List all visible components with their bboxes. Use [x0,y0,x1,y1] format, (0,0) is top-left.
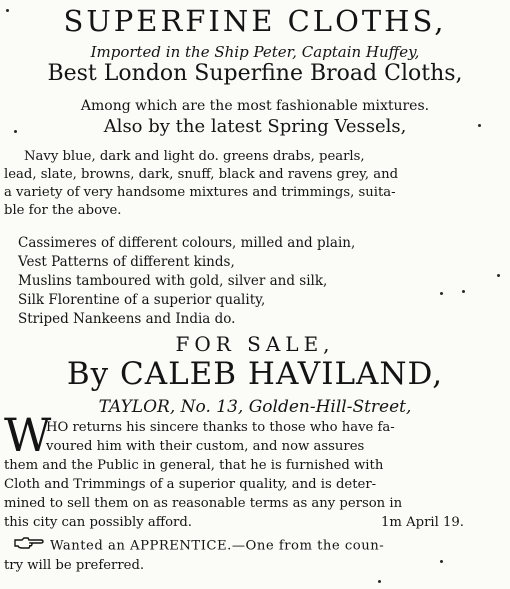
list-item: Vest Patterns of different kinds, [18,254,235,270]
colours-paragraph [4,148,504,220]
paragraph-line: HO returns his sincere thanks to those who have fa- [46,420,395,435]
list-item: Silk Florentine of a superior quality, [18,292,266,308]
mixtures-line: Among which are the most fashionable mixtures. [80,98,430,114]
ink-speck [440,560,443,563]
ink-speck [462,290,465,293]
drop-cap: W [4,408,52,462]
list-item: Muslins tamboured with gold, silver and silk, [18,273,328,289]
headline-title: SUPERFINE CLOTHS, [63,4,447,38]
closing-line [4,513,504,532]
paragraph-line: them and the Public in general, that he is furnished with [4,458,384,473]
thanks-paragraph [4,418,504,532]
paragraph-line: this city can possibly afford. [4,515,192,530]
apprentice-line [4,536,504,556]
paragraph-line: ble for the above. [4,203,122,218]
ink-speck [378,580,381,583]
list-item: Cassimeres of different colours, milled and plain, [18,235,356,251]
ink-speck [6,9,9,12]
ink-speck [14,130,17,133]
paragraph-line: mined to sell them on as reasonable terms as any person in [4,496,403,511]
ink-speck [478,124,481,127]
spring-vessels-line: Also by the latest Spring Vessels, [103,116,407,137]
list-item: Striped Nankeens and India do. [18,311,236,327]
seller-name: By CALEB HAVILAND, [66,356,444,392]
for-sale-heading: FOR SALE, [175,332,335,356]
publication-date: 1m April 19. [381,515,464,530]
wanted-text: Wanted an APPRENTICE.—One from the coun- [50,538,385,554]
goods-list [18,234,355,329]
paragraph-line: Navy blue, dark and light do. greens drabs, pearls, [24,149,365,164]
apprentice-line-cont: try will be preferred. [4,558,145,573]
apprentice-notice [4,536,504,575]
paragraph-line: voured him with their custom, and now assures [46,439,365,454]
seller-address: TAYLOR, No. 13, Golden-Hill-Street, [98,397,412,417]
ink-speck [440,292,443,295]
paragraph-line: lead, slate, browns, dark, snuff, black and ravens grey, and [4,167,399,182]
paragraph-line: Cloth and Trimmings of a superior quality, and is deter- [4,477,377,492]
ink-speck [497,274,500,277]
pointing-hand-icon [14,536,44,556]
import-subtitle: Imported in the Ship Peter, Captain Huffey, [90,43,420,61]
broad-cloths-line: Best London Superfine Broad Cloths, [47,61,463,86]
paragraph-line: a variety of very handsome mixtures and trimmings, suita- [4,185,396,200]
